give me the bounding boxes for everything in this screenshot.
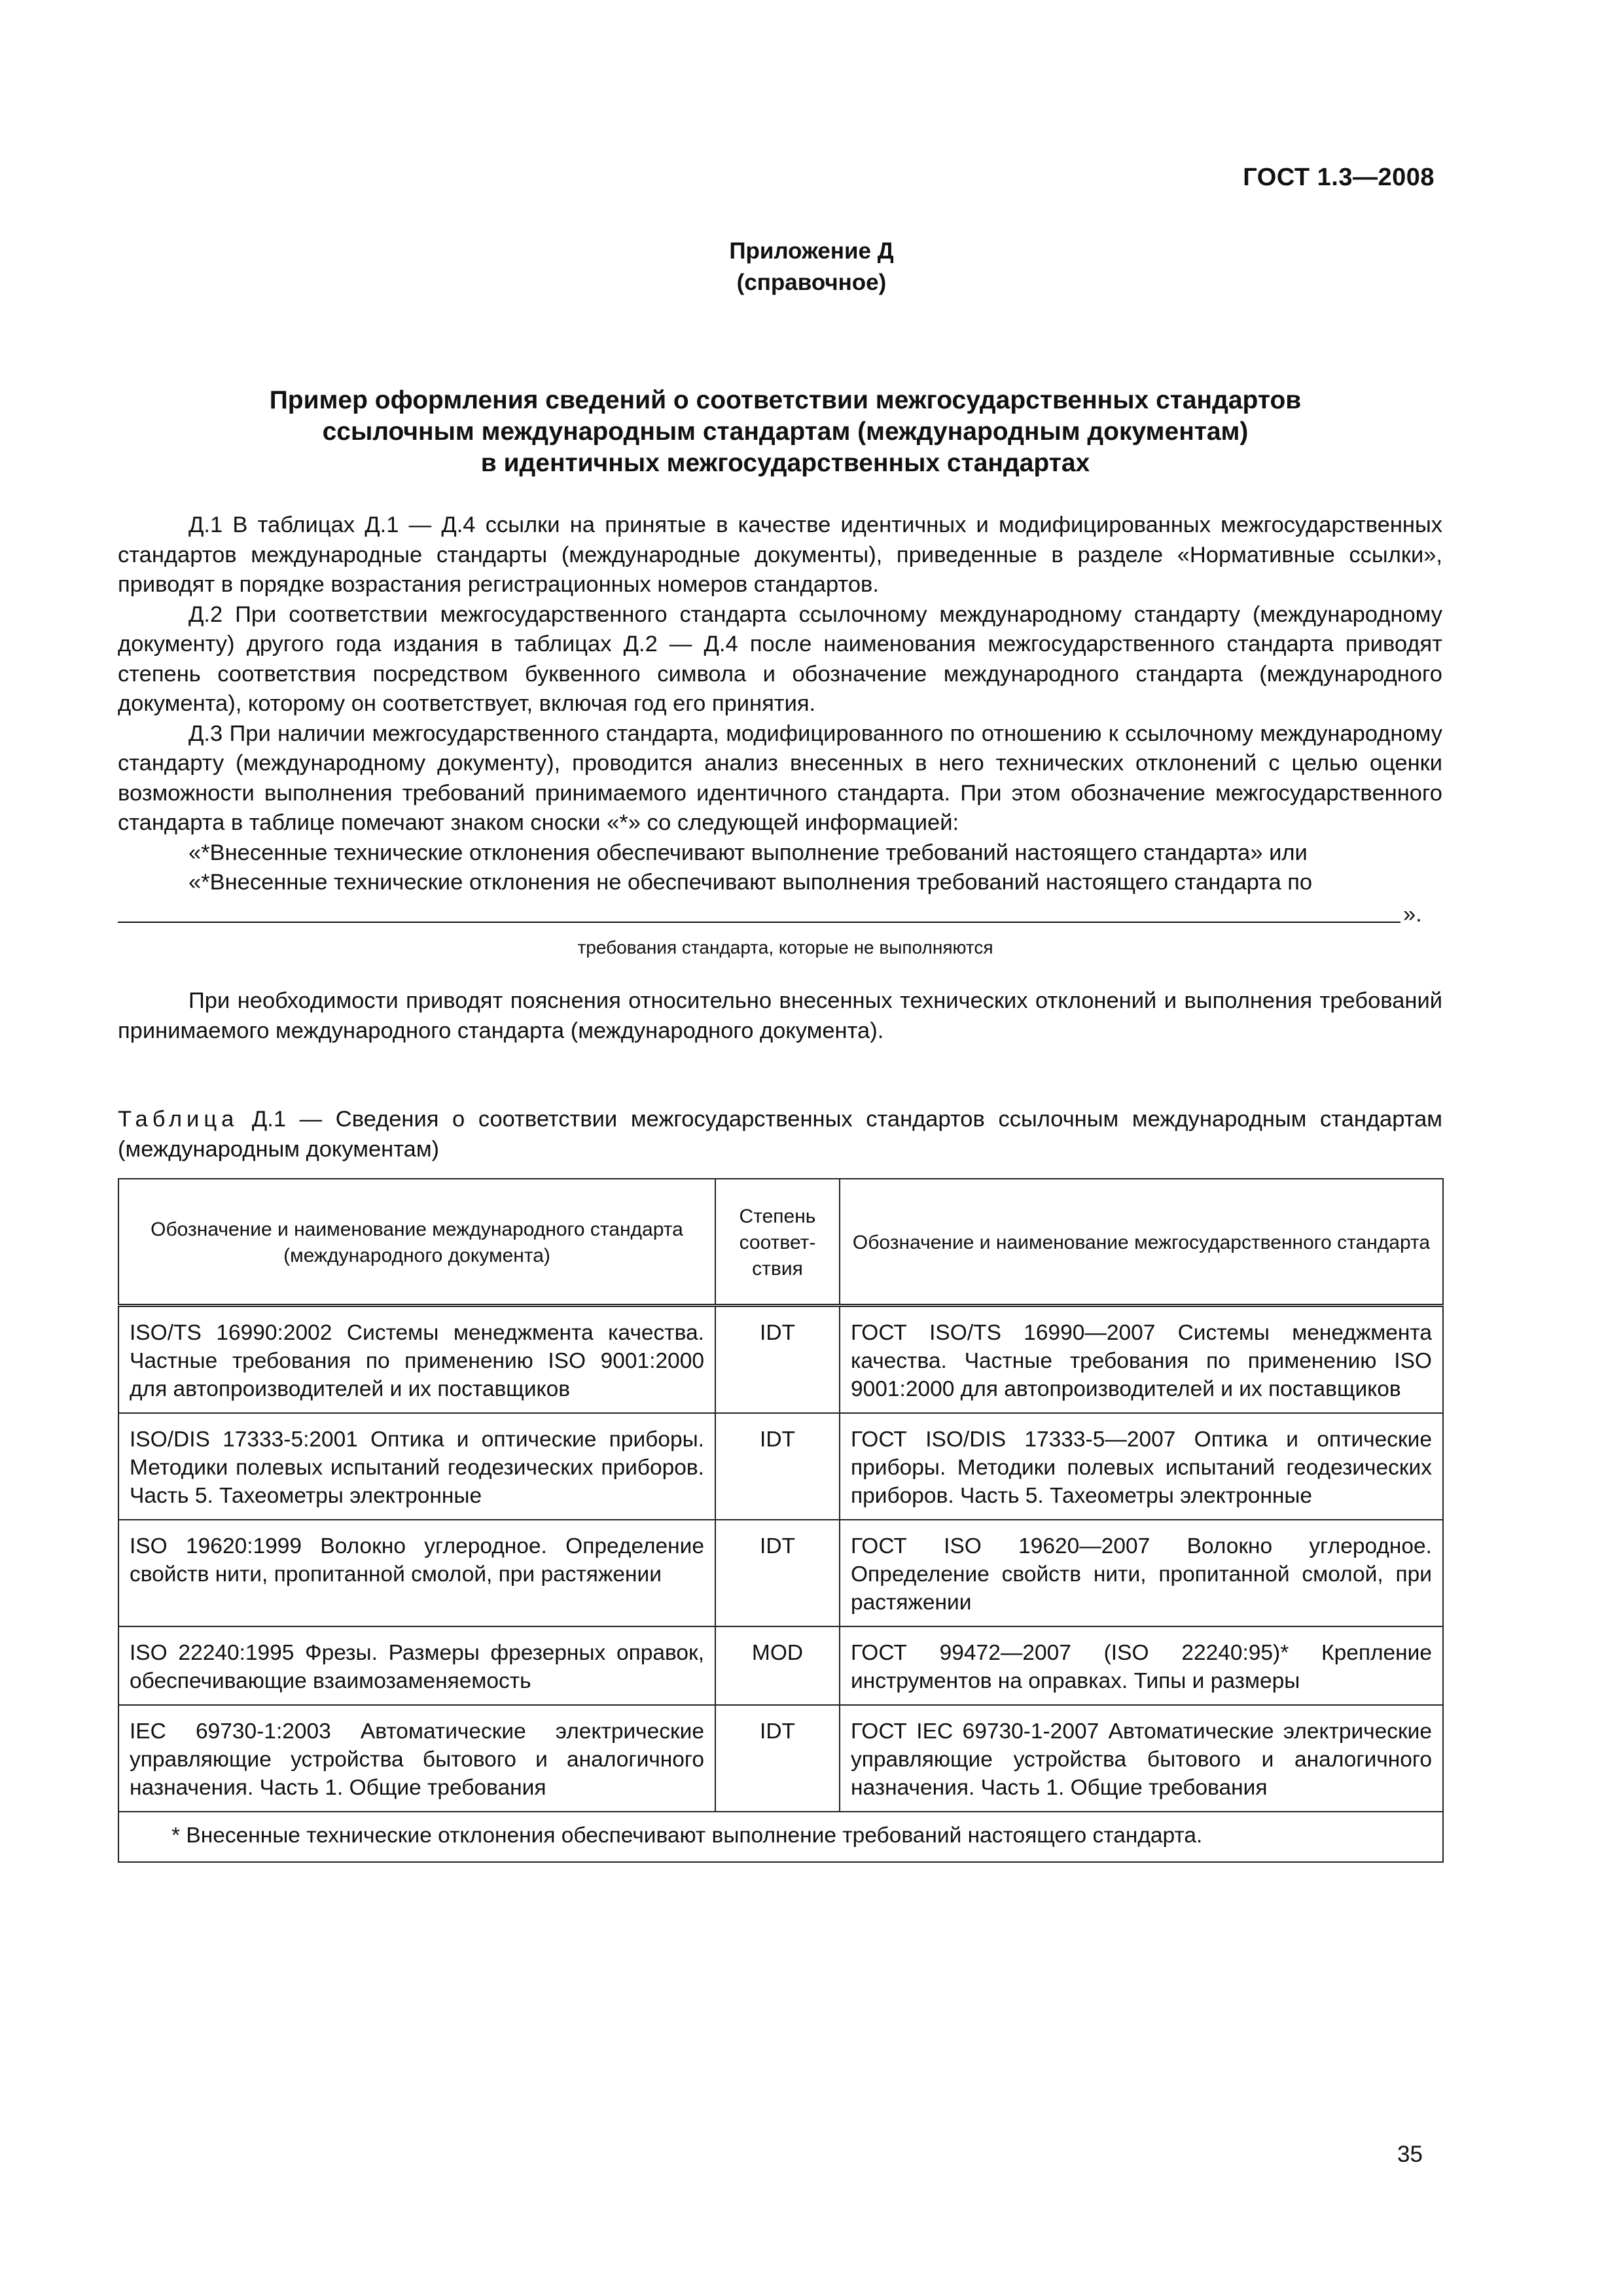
cell-national: ГОСТ ISO/DIS 17333-5—2007 Оптика и оптические приборы. Методики полевых испытаний геодезических приборов. Часть 5. Тахеометры электронные	[840, 1413, 1443, 1520]
appendix-heading	[0, 236, 1623, 298]
body-section-1	[118, 511, 1442, 898]
standards-table	[118, 1178, 1444, 1863]
table-row	[118, 1520, 1443, 1626]
cell-national: ГОСТ ISO/TS 16990—2007 Системы менеджмента качества. Частные требования по применению ISO 9001:2000 для автопроизводителей и их поставщиков	[840, 1306, 1443, 1414]
quote-2: «*Внесенные технические отклонения не обеспечивают выполнения требований настоящего стандарта по	[188, 870, 1313, 895]
cell-degree: IDT	[715, 1413, 840, 1520]
table-row	[118, 1705, 1443, 1812]
cell-international: IEC 69730-1:2003 Автоматические электрические управляющие устройства бытового и аналогичного назначения. Часть 1. Общие требования	[118, 1705, 715, 1812]
title-line-1: Пример оформления сведений о соответствии межгосударственных стандартов	[269, 386, 1302, 414]
fill-in-end: ».	[1403, 902, 1422, 927]
table-row	[118, 1413, 1443, 1520]
fill-in-caption: требования стандарта, которые не выполняются	[577, 937, 993, 958]
table-caption-label: Таблица	[118, 1107, 239, 1132]
body-section-2	[118, 986, 1442, 1046]
cell-degree: IDT	[715, 1306, 840, 1414]
paragraph-d3: Д.3 При наличии межгосударственного стандарта, модифицированного по отношению к ссылочному международному стандарту (международному документу), проводится анализ внесенных в него технических отклонений с целью оценки возможности выполнения требований принимаемого идентичного стандарта. При этом обозначение межгосударственного стандарта в таблице помечают знаком сноски «*» со следующей информацией:	[118, 721, 1442, 835]
table-footnote-row	[118, 1812, 1443, 1862]
appendix-main-title	[131, 385, 1440, 479]
paragraph-d1: Д.1 В таблицах Д.1 — Д.4 ссылки на принятые в качестве идентичных и модифицированных межгосударственных стандартов международные стандарты (международные документы), приведенные в разделе «Нормативные ссылки», приводят в порядке возрастания регистрационных номеров стандартов.	[118, 512, 1442, 597]
title-line-3: в идентичных межгосударственных стандартах	[480, 449, 1090, 477]
cell-national: ГОСТ ISO 19620—2007 Волокно углеродное. Определение свойств нити, пропитанной смолой, при растяжении	[840, 1520, 1443, 1626]
paragraph-d3-note: При необходимости приводят пояснения относительно внесенных технических отклонений и выполнения требований принимаемого международного стандарта (международного документа).	[118, 988, 1442, 1043]
paragraph-d2: Д.2 При соответствии межгосударственного стандарта ссылочному международному стандарту (международному документу) другого года издания в таблицах Д.2 — Д.4 после наименования межгосударственного стандарта приводят степень соответствия посредством буквенного символа и обозначение международного стандарта (международного документа), которому он соответствует, включая год его принятия.	[118, 601, 1442, 716]
table-row	[118, 1626, 1443, 1705]
appendix-title: Приложение Д	[729, 238, 894, 264]
table-caption	[118, 1105, 1442, 1164]
table-header-row	[118, 1179, 1443, 1306]
header-national: Обозначение и наименование межгосударственного стандарта	[840, 1179, 1443, 1306]
cell-international: ISO/DIS 17333-5:2001 Оптика и оптические приборы. Методики полевых испытаний геодезических приборов. Часть 5. Тахеометры электронные	[118, 1413, 715, 1520]
fill-in-line	[118, 922, 1400, 923]
page-number: 35	[1397, 2142, 1423, 2167]
cell-degree: IDT	[715, 1705, 840, 1812]
header-degree: Степень соответ-ствия	[715, 1179, 840, 1306]
cell-degree: IDT	[715, 1520, 840, 1626]
table-caption-text: Д.1 — Сведения о соответствии межгосударственных стандартов ссылочным международным стандартам (международным документам)	[118, 1107, 1442, 1162]
cell-international: ISO/TS 16990:2002 Системы менеджмента качества. Частные требования по применению ISO 9001:2000 для автопроизводителей и их поставщиков	[118, 1306, 715, 1414]
table-row	[118, 1306, 1443, 1414]
cell-degree: MOD	[715, 1626, 840, 1705]
document-number: ГОСТ 1.3—2008	[1243, 164, 1435, 191]
cell-international: ISO 22240:1995 Фрезы. Размеры фрезерных оправок, обеспечивающие взаимозаменяемость	[118, 1626, 715, 1705]
cell-national: ГОСТ 99472—2007 (ISO 22240:95)* Крепление инструментов на оправках. Типы и размеры	[840, 1626, 1443, 1705]
title-line-2: ссылочным международным стандартам (международным документам)	[322, 418, 1249, 446]
cell-national: ГОСТ IEC 69730-1-2007 Автоматические электрические управляющие устройства бытового и аналогичного назначения. Часть 1. Общие требования	[840, 1705, 1443, 1812]
cell-international: ISO 19620:1999 Волокно углеродное. Определение свойств нити, пропитанной смолой, при растяжении	[118, 1520, 715, 1626]
quote-1: «*Внесенные технические отклонения обеспечивают выполнение требований настоящего стандарта» или	[188, 840, 1308, 865]
appendix-type: (справочное)	[736, 270, 887, 295]
table-footnote: * Внесенные технические отклонения обеспечивают выполнение требований настоящего стандарта.	[118, 1812, 1443, 1862]
header-international: Обозначение и наименование международного стандарта (международного документа)	[118, 1179, 715, 1306]
